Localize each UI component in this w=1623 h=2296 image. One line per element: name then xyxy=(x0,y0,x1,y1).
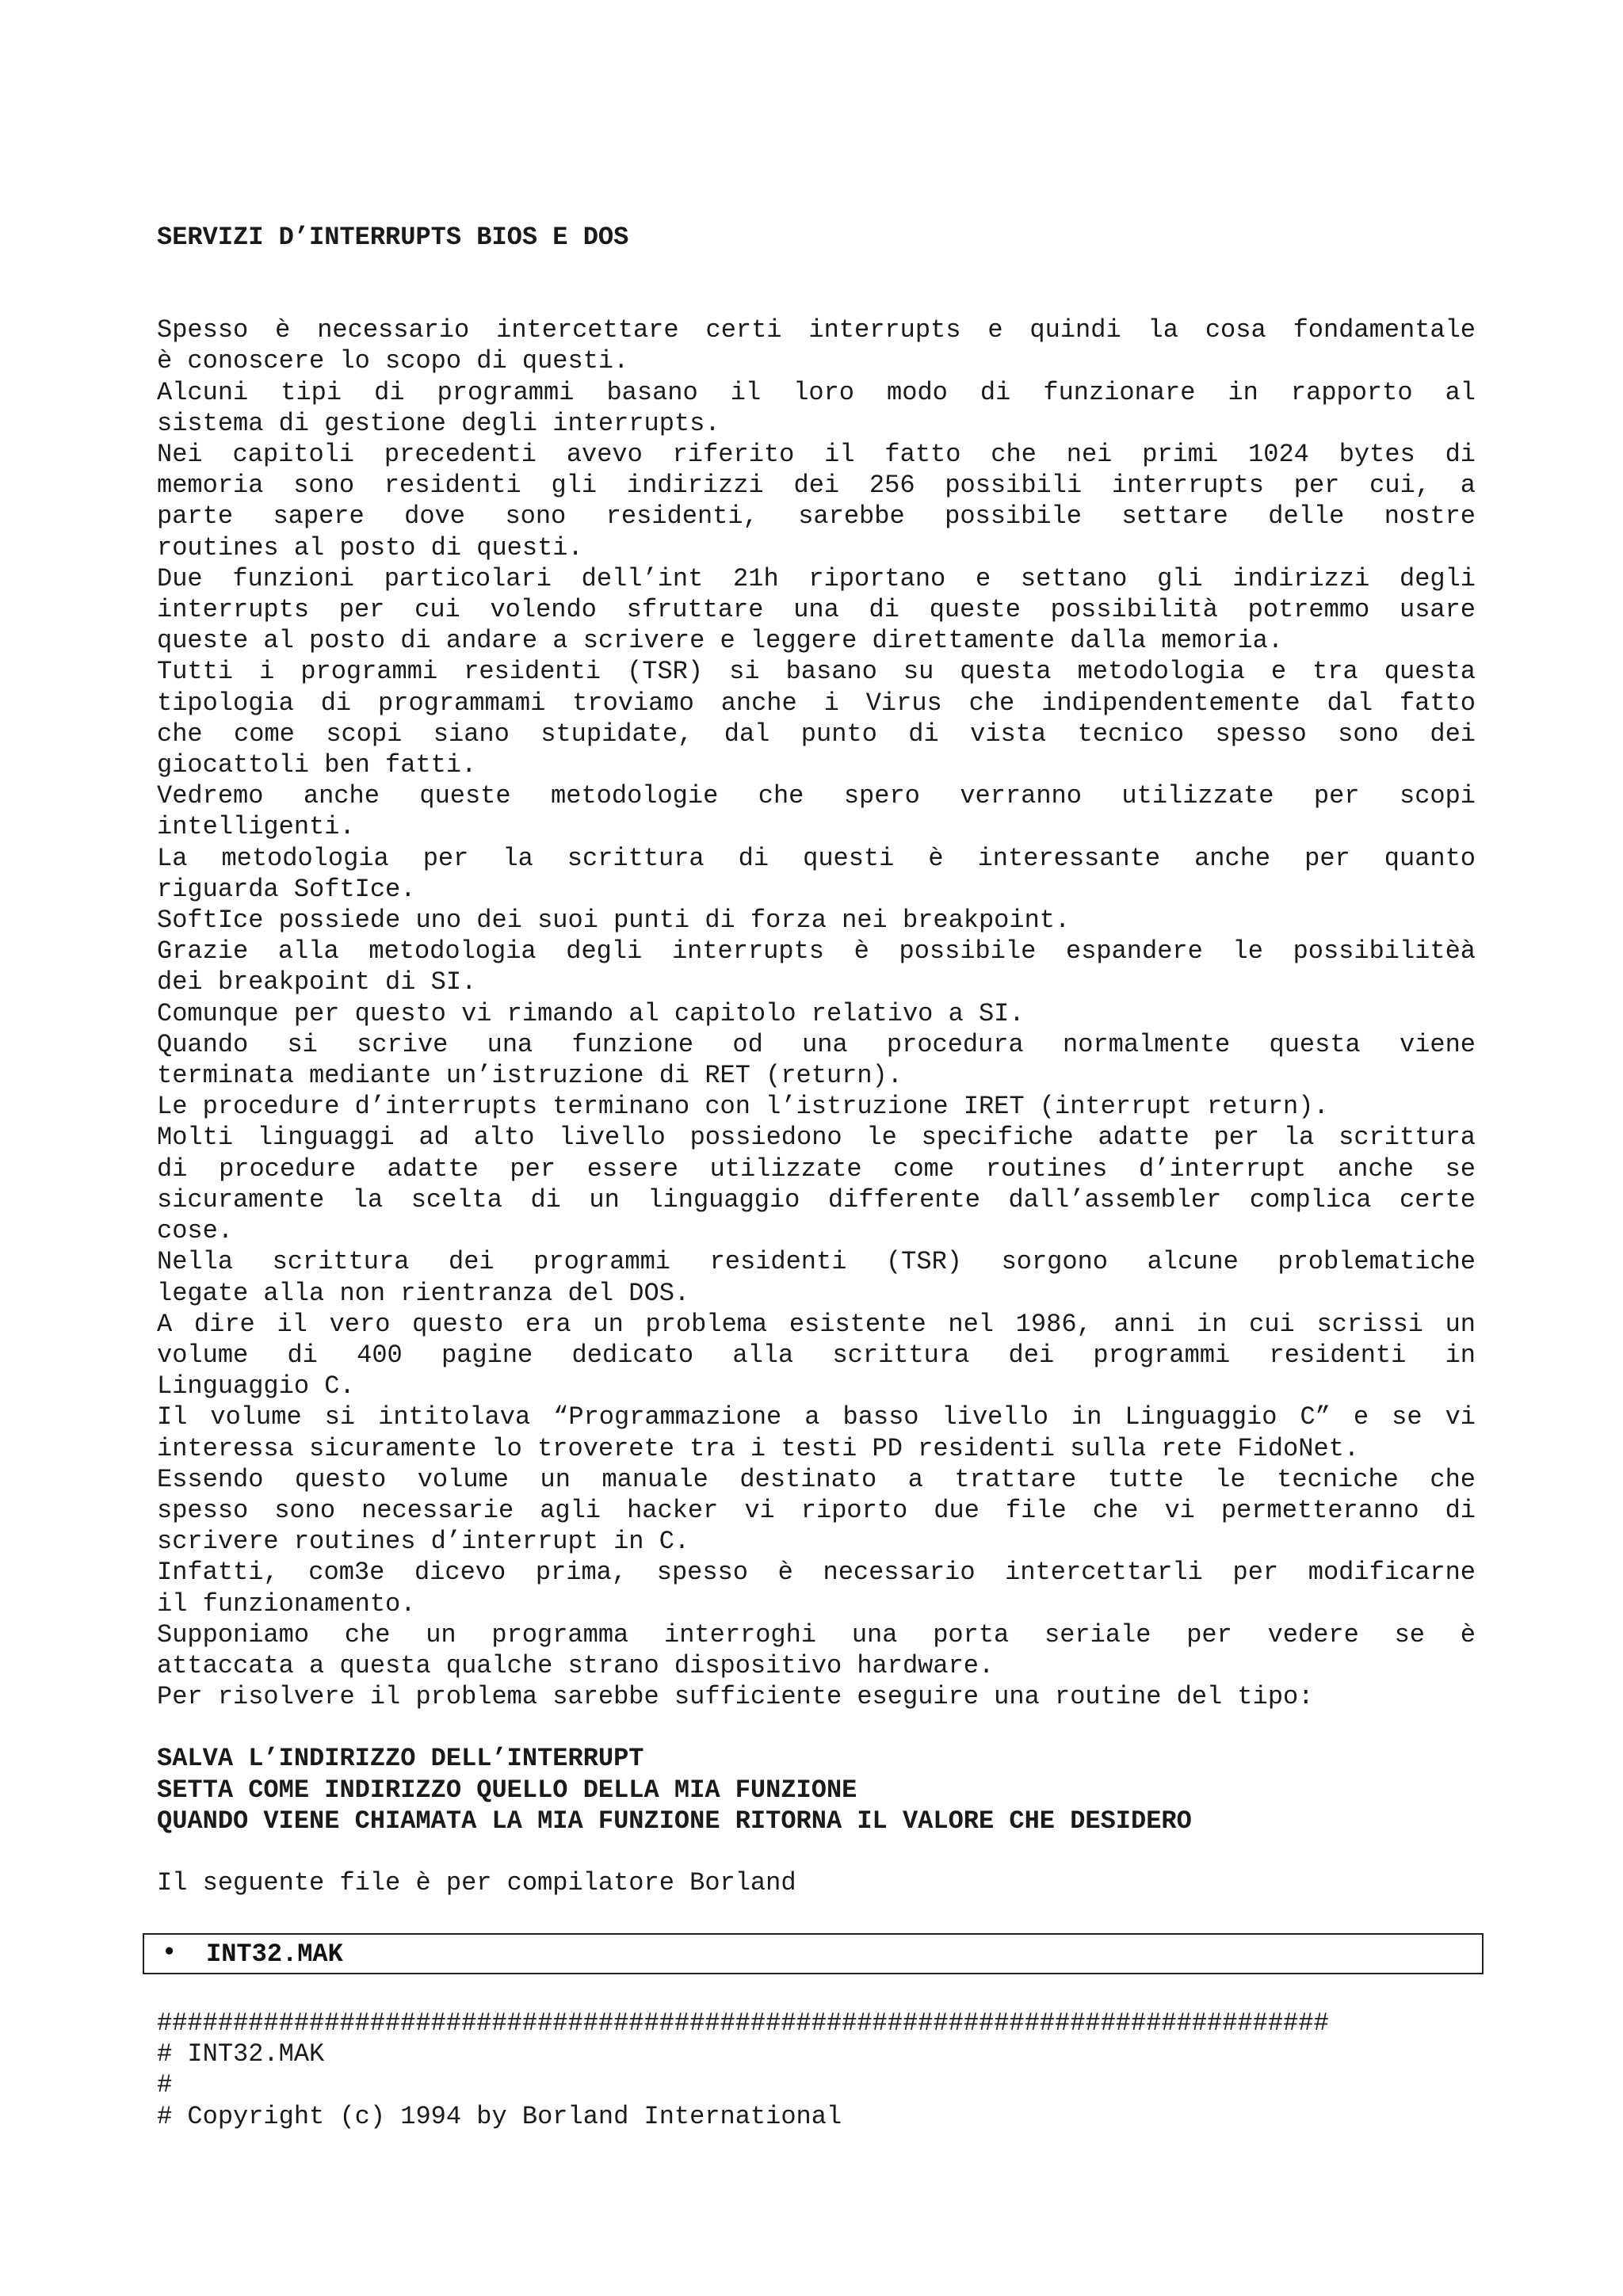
text-line: tipologia di programmami troviamo anche i Virus che indipendentemente dal fatto xyxy=(157,688,1476,718)
routine-steps xyxy=(157,1743,1476,1836)
text-line: Infatti, com3e dicevo prima, spesso è necessario intercettarli per modificarne xyxy=(157,1558,1476,1588)
text-line: Nei capitoli precedenti avevo riferito il fatto che nei primi 1024 bytes di xyxy=(157,440,1476,470)
bullet-icon: • xyxy=(162,1938,178,1967)
file-name: INT32.MAK xyxy=(206,1939,343,1969)
routine-step: QUANDO VIENE CHIAMATA LA MIA FUNZIONE RITORNA IL VALORE CHE DESIDERO xyxy=(157,1806,1192,1836)
section-title: SERVIZI D’INTERRUPTS BIOS E DOS xyxy=(157,223,629,252)
routine-step: SALVA L’INDIRIZZO DELL’INTERRUPT xyxy=(157,1744,644,1774)
text-line: legate alla non rientranza del DOS. xyxy=(157,1278,690,1308)
text-line: di procedure adatte per essere utilizzate come routines d’interrupt anche se xyxy=(157,1154,1476,1184)
text-line: terminata mediante un’istruzione di RET (return). xyxy=(157,1061,903,1091)
code-line: # Copyright (c) 1994 by Borland International xyxy=(157,2101,842,2131)
text-line: dei breakpoint di SI. xyxy=(157,967,477,997)
text-line: routines al posto di questi. xyxy=(157,532,583,563)
document-page xyxy=(157,222,1476,1898)
text-line: Due funzioni particolari dell’int 21h riportano e settano gli indirizzi degli xyxy=(157,563,1476,593)
text-line: memoria sono residenti gli indirizzi dei 256 possibili interrupts per cui, a xyxy=(157,471,1476,501)
text-line: Spesso è necessario intercettare certi interrupts e quindi la cosa fondamentale xyxy=(157,315,1476,345)
text-line: cose. xyxy=(157,1216,234,1246)
code-listing xyxy=(157,2008,1329,2132)
text-line: interrupts per cui volendo sfruttare una di queste possibilità potremmo usare xyxy=(157,595,1476,625)
text-line: Nella scrittura dei programmi residenti (TSR) sorgono alcune problematiche xyxy=(157,1247,1476,1277)
text-line: interessa sicuramente lo troverete tra i testi PD residenti sulla rete FidoNet. xyxy=(157,1433,1360,1463)
routine-step: SETTA COME INDIRIZZO QUELLO DELLA MIA FUNZIONE xyxy=(157,1775,857,1805)
text-line: queste al posto di andare a scrivere e leggere direttamente dalla memoria. xyxy=(157,626,1284,656)
text-line: La metodologia per la scrittura di questi è interessante anche per quanto xyxy=(157,843,1476,873)
text-line: Grazie alla metodologia degli interrupts è possibile espandere le possibilitèà xyxy=(157,936,1476,967)
text-line: spesso sono necessarie agli hacker vi riporto due file che vi permetteranno di xyxy=(157,1495,1476,1525)
text-line: che come scopi siano stupidate, dal punto di vista tecnico spesso sono dei xyxy=(157,719,1476,749)
text-line: sicuramente la scelta di un linguaggio differente dall’assembler complica certe xyxy=(157,1184,1476,1215)
text-line: parte sapere dove sono residenti, sarebbe possibile settare delle nostre xyxy=(157,502,1476,532)
text-line: volume di 400 pagine dedicato alla scrittura dei programmi residenti in xyxy=(157,1340,1476,1370)
text-line: Essendo questo volume un manuale destinato a trattare tutte le tecniche che xyxy=(157,1464,1476,1494)
text-line: giocattoli ben fatti. xyxy=(157,750,477,780)
text-line: SoftIce possiede uno dei suoi punti di forza nei breakpoint. xyxy=(157,906,1071,936)
text-line: è conoscere lo scopo di questi. xyxy=(157,346,629,376)
text-line: Il volume si intitolava “Programmazione a basso livello in Linguaggio C” e se vi xyxy=(157,1402,1476,1432)
text-line: attaccata a questa qualche strano dispositivo hardware. xyxy=(157,1650,995,1680)
text-line: scrivere routines d’interrupt in C. xyxy=(157,1527,690,1557)
text-line: A dire il vero questo era un problema esistente nel 1986, anni in cui scrissi un xyxy=(157,1309,1476,1339)
code-line: ############################################################################# xyxy=(157,2008,1329,2038)
text-line: Comunque per questo vi rimando al capitolo relativo a SI. xyxy=(157,998,1025,1028)
text-line: Tutti i programmi residenti (TSR) si basano su questa metodologia e tra questa xyxy=(157,657,1476,687)
text-line: Alcuni tipi di programmi basano il loro modo di funzionare in rapporto al xyxy=(157,377,1476,407)
file-heading-box xyxy=(143,1933,1484,1974)
text-line: Supponiamo che un programma interroghi una porta seriale per vedere se è xyxy=(157,1619,1476,1650)
code-line: # xyxy=(157,2070,173,2100)
code-line: # INT32.MAK xyxy=(157,2039,325,2069)
text-line: riguarda SoftIce. xyxy=(157,874,416,904)
text-line: Per risolvere il problema sarebbe sufficiente eseguire una routine del tipo: xyxy=(157,1682,1314,1712)
text-line: il funzionamento. xyxy=(157,1589,416,1619)
compiler-note: Il seguente file è per compilatore Borland xyxy=(157,1867,796,1897)
text-line: Molti linguaggi ad alto livello possiedono le specifiche adatte per la scrittura xyxy=(157,1123,1476,1153)
text-line: intelligenti. xyxy=(157,812,355,842)
body-paragraph xyxy=(157,315,1476,1712)
text-line: Le procedure d’interrupts terminano con l’istruzione IRET (interrupt return). xyxy=(157,1092,1329,1122)
text-line: Vedremo anche queste metodologie che spero verranno utilizzate per scopi xyxy=(157,781,1476,811)
text-line: Linguaggio C. xyxy=(157,1371,355,1402)
text-line: Quando si scrive una funzione od una procedura normalmente questa viene xyxy=(157,1029,1476,1059)
text-line: sistema di gestione degli interrupts. xyxy=(157,408,720,438)
